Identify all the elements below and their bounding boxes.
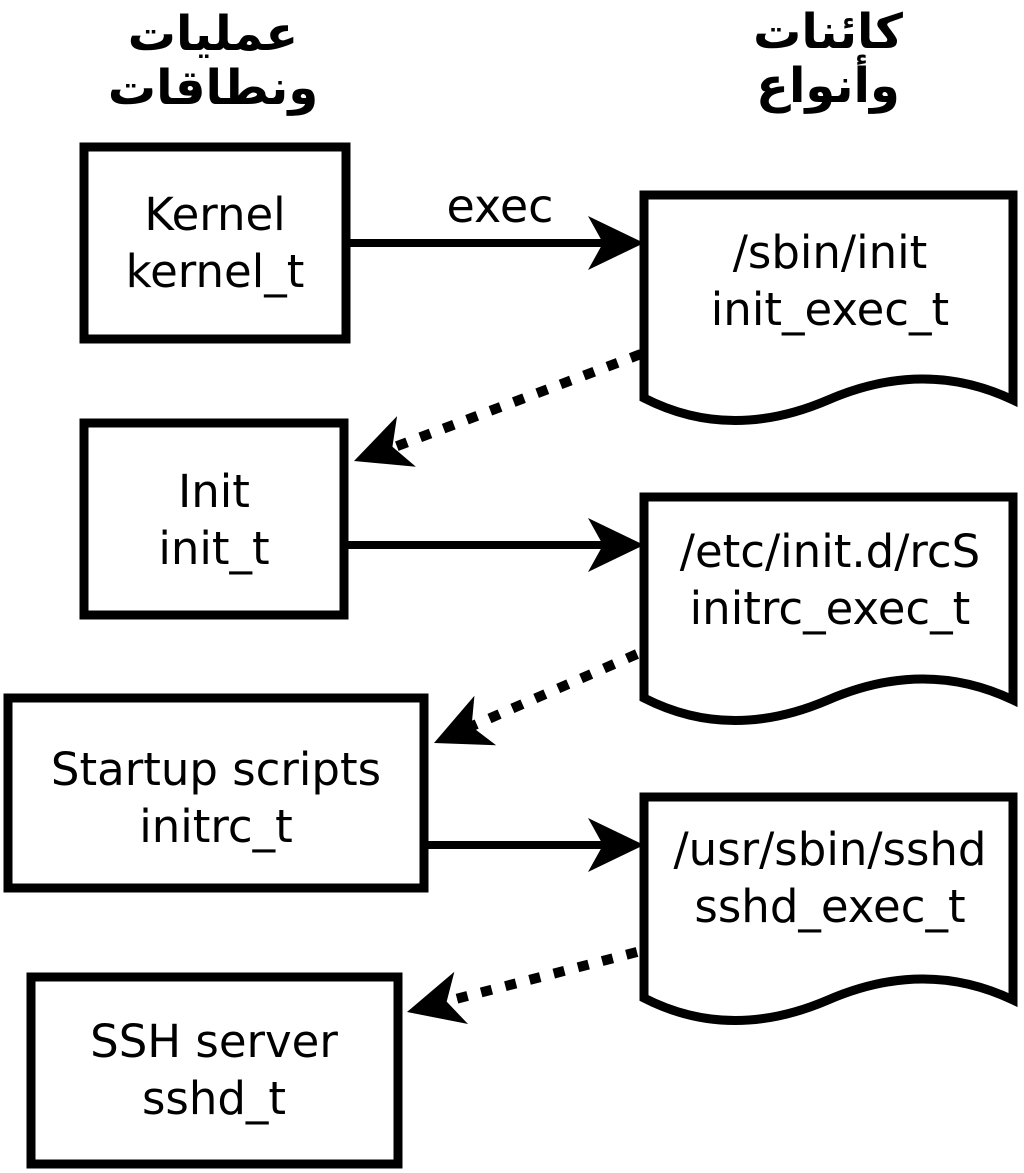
process-name: Kernel xyxy=(144,188,286,241)
process-name: Startup scripts xyxy=(50,743,382,796)
edge-exec-label: exec xyxy=(446,179,554,233)
process-name: Init xyxy=(178,465,250,518)
object-file: /etc/init.d/rcS xyxy=(679,525,981,578)
process-domain: initrc_t xyxy=(139,800,293,853)
arrowhead-icon xyxy=(400,972,468,1038)
object-type: initrc_exec_t xyxy=(689,582,971,635)
column-headers xyxy=(108,4,903,116)
right-column-header-line2: وأنواع xyxy=(756,58,900,114)
edge-kernel-to-sbin-init xyxy=(346,179,644,270)
edge-initrc-to-sshd-exec xyxy=(424,818,644,872)
process-box-rect xyxy=(84,147,346,339)
process-domain: sshd_t xyxy=(141,1072,287,1125)
right-column-header-line1: كائنات xyxy=(753,4,903,60)
edge-sshd-exec-to-ssh-server xyxy=(400,952,637,1038)
edge-sbin-init-to-init xyxy=(345,354,641,486)
object-type: sshd_exec_t xyxy=(694,880,966,933)
process-domain: init_t xyxy=(158,522,270,575)
edge-init-to-rcS xyxy=(344,518,644,572)
edge-rcS-to-startup-scripts xyxy=(423,654,637,768)
object-doc-usr-sbin-sshd xyxy=(644,797,1013,1021)
process-box-ssh-server xyxy=(31,977,398,1164)
process-name: SSH server xyxy=(90,1015,338,1068)
process-box-rect xyxy=(84,423,344,615)
process-box-startup-scripts xyxy=(8,698,424,888)
object-doc-etc-initd-rcS xyxy=(644,497,1013,721)
process-box-rect xyxy=(31,977,398,1164)
arrowhead-icon xyxy=(423,696,496,768)
object-type: init_exec_t xyxy=(710,283,950,336)
object-file: /usr/sbin/sshd xyxy=(673,823,987,876)
object-doc-sbin-init xyxy=(644,195,1013,421)
process-box-kernel xyxy=(84,147,346,339)
process-domain: kernel_t xyxy=(125,245,305,298)
edge-line xyxy=(452,952,637,1000)
object-file: /sbin/init xyxy=(732,226,928,279)
left-column-header-line1: عمليات xyxy=(127,6,299,62)
process-box-init xyxy=(84,423,344,615)
edge-line xyxy=(392,354,641,448)
edge-line xyxy=(470,654,637,727)
arrowhead-icon xyxy=(345,416,416,486)
left-column-header-line2: ونطاقات xyxy=(107,60,319,116)
